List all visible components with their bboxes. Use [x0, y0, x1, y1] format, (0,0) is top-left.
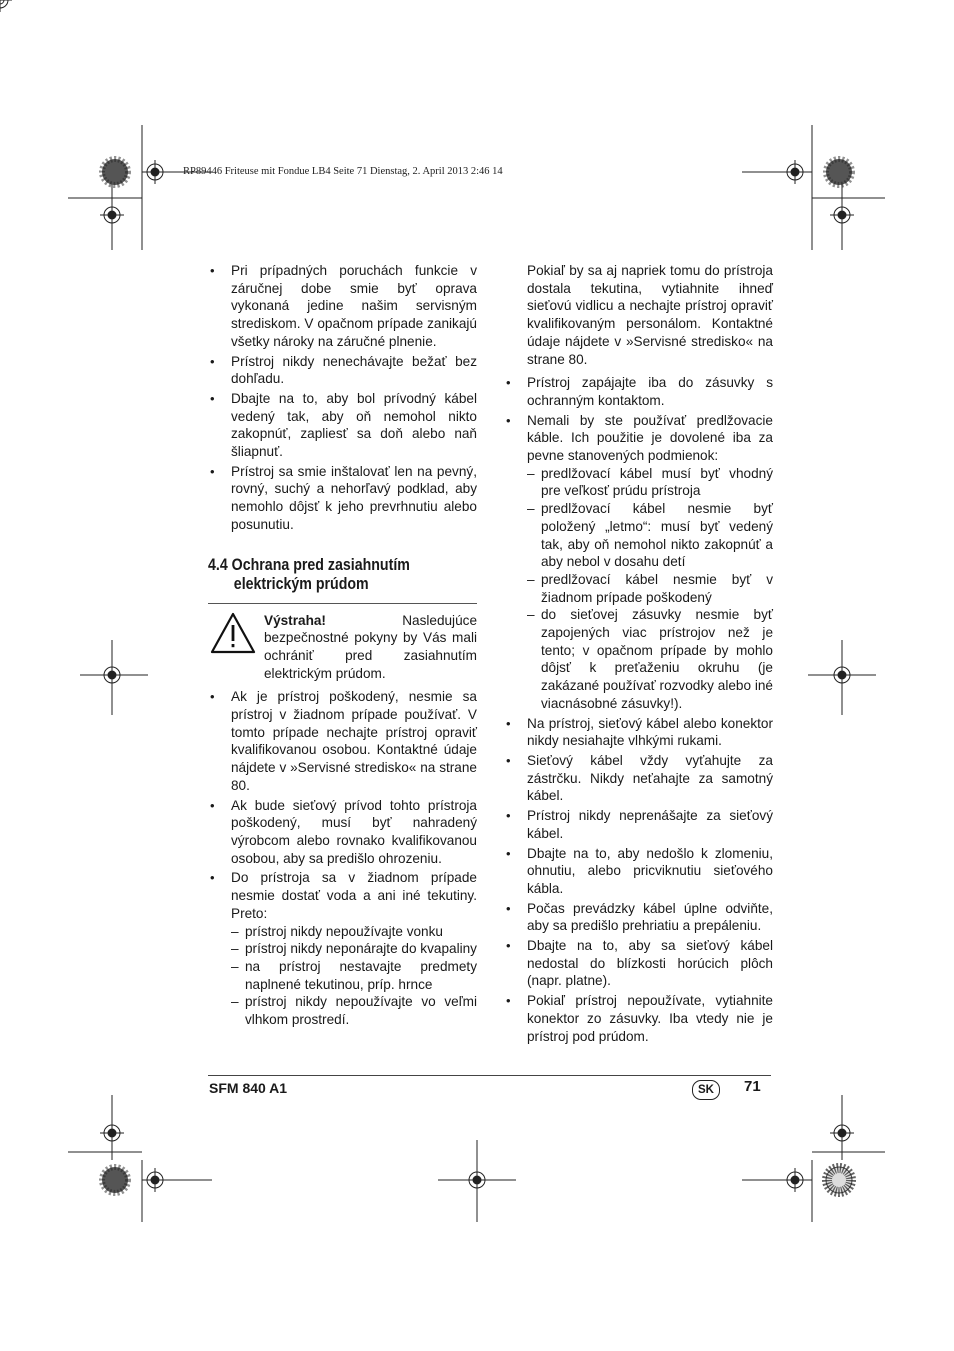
dash-item: – predlžovací kábel musí byť vhodný pre veľkosť prúdu prístroja	[527, 465, 773, 500]
bullet-list-right	[504, 374, 773, 1045]
footer-model: SFM 840 A1	[209, 1080, 288, 1096]
list-item: • Dbajte na to, aby bol prívodný kábel vedený tak, aby oň nemohol nikto zakopnúť, zapliesť sa doň alebo naň šliapnuť.	[208, 390, 477, 461]
list-item: • Pri prípadných poruchách funkcie v záručnej dobe smie byť oprava vykonaná jedine našim servisným strediskom. V opačnom prípade zanikajú všetky nároky na záručné plnenie.	[208, 262, 477, 351]
list-item: • Na prístroj, sieťový kábel alebo konektor nikdy nesiahajte vlhkými rukami.	[504, 715, 773, 750]
section-title-line1: Ochrana pred zasiahnutím	[231, 555, 410, 574]
list-item: • Ak je prístroj poškodený, nesmie sa prístroj v žiadnom prípade používať. V tomto prípade nechajte prístroj opraviť kvalifikovanou osobou. Kontaktné údaje nájdete v »Servisné stredisko« na strane 80.	[208, 688, 477, 794]
list-item: • Ak bude sieťový prívod tohto prístroja poškodený, musí byť nahradený výrobcom alebo rovnako kvalifikovanou osobou, aby sa predišlo ohrozeniu.	[208, 797, 477, 868]
list-item: • Prístroj nikdy neprenášajte za sieťový kábel.	[504, 807, 773, 842]
bullet-list-bottom	[208, 688, 477, 1028]
dash-list	[527, 465, 773, 713]
warning-label: Výstraha!	[264, 612, 326, 628]
section-title-line2: elektrickým prúdom	[233, 574, 369, 593]
page-number: 71	[744, 1078, 761, 1095]
list-item: • Pokiaľ prístroj nepoužívate, vytiahnite konektor zo zásuvky. Iba vtedy nie je prístroj pod prúdom.	[504, 992, 773, 1045]
warning-block	[208, 612, 477, 683]
section-heading	[208, 556, 439, 594]
dash-item: – predlžovací kábel nesmie byť v žiadnom prípade poškodený	[527, 571, 773, 606]
list-item: • Sieťový kábel vždy vyťahujte za zástrčku. Nikdy neťahajte za samotný kábel.	[504, 752, 773, 805]
list-item: • Dbajte na to, aby nedošlo k zlomeniu, ohnutiu, alebo pricviknutiu sieťového kábla.	[504, 845, 773, 898]
print-header-line: RP89446 Friteuse mit Fondue LB4 Seite 71 Dienstag, 2. April 2013 2:46 14	[183, 166, 503, 177]
footer-divider	[208, 1075, 771, 1076]
list-item: • Prístroj sa smie inštalovať len na pevný, rovný, suchý a nehorľavý podklad, aby nemohlo dôjsť k jeho prevrhnutiu alebo posunutiu.	[208, 463, 477, 534]
dash-list	[231, 923, 477, 1029]
language-badge: SK	[692, 1080, 720, 1100]
dash-item: – na prístroj nestavajte predmety naplnené tekutinou, príp. hrnce	[231, 958, 477, 993]
dash-item: – predlžovací kábel nesmie byť položený „letmo“: musí byť vedený tak, aby oň nemohol nikto zakopnúť a aby nebol v dosahu detí	[527, 500, 773, 571]
dash-item: – prístroj nikdy nepoužívajte vonku	[231, 923, 477, 941]
dash-item: – do sieťovej zásuvky nesmie byť zapojených viac prístrojov než je tento; v opačnom prípade by mohlo dôjsť k preťaženiu okruhu (je zakázané používať rozvodky alebo iné viacnásobné zásuvky!).	[527, 606, 773, 712]
list-item: • Počas prevádzky kábel úplne odviňte, aby sa predišlo prehriatiu a prepáleniu.	[504, 900, 773, 935]
left-column	[208, 262, 477, 1031]
list-item: • Dbajte na to, aby sa sieťový kábel nedostal do blízkosti horúcich plôch (napr. platne).	[504, 937, 773, 990]
right-column	[504, 262, 773, 1047]
bullet-list-top	[208, 262, 477, 534]
list-item	[208, 869, 477, 1028]
dash-item: – prístroj nikdy neponárajte do kvapaliny	[231, 940, 477, 958]
intro-paragraph: Pokiaľ by sa aj napriek tomu do prístroja dostala tekutina, vytiahnite ihneď sieťovú vidlicu a nechajte prístroj opraviť kvalifikovaným personálom. Kontaktné údaje nájdete v »Servisné stredisko« na strane 80.	[527, 263, 773, 367]
list-item-text: Do prístroja sa v žiadnom prípade nesmie dostať voda a ani iné tekutiny. Preto:	[231, 870, 477, 921]
list-item	[504, 412, 773, 713]
warning-text: Nasledujúce bezpečnostné pokyny by Vás mali ochrániť pred zasiahnutím elektrickým prúdom.	[264, 612, 477, 681]
warning-triangle-icon	[210, 612, 256, 654]
list-item-text: Nemali by ste používať predlžovacie káble. Ich použitie je dovolené iba za pevne stanovených podmienok:	[527, 412, 773, 464]
divider	[208, 603, 477, 604]
section-number: 4.4	[208, 555, 228, 574]
list-item: • Prístroj zapájajte iba do zásuvky s ochranným kontaktom.	[504, 374, 773, 409]
dash-item: – prístroj nikdy nepoužívajte vo veľmi vlhkom prostredí.	[231, 993, 477, 1028]
list-item: • Prístroj nikdy nenechávajte bežať bez dohľadu.	[208, 353, 477, 388]
